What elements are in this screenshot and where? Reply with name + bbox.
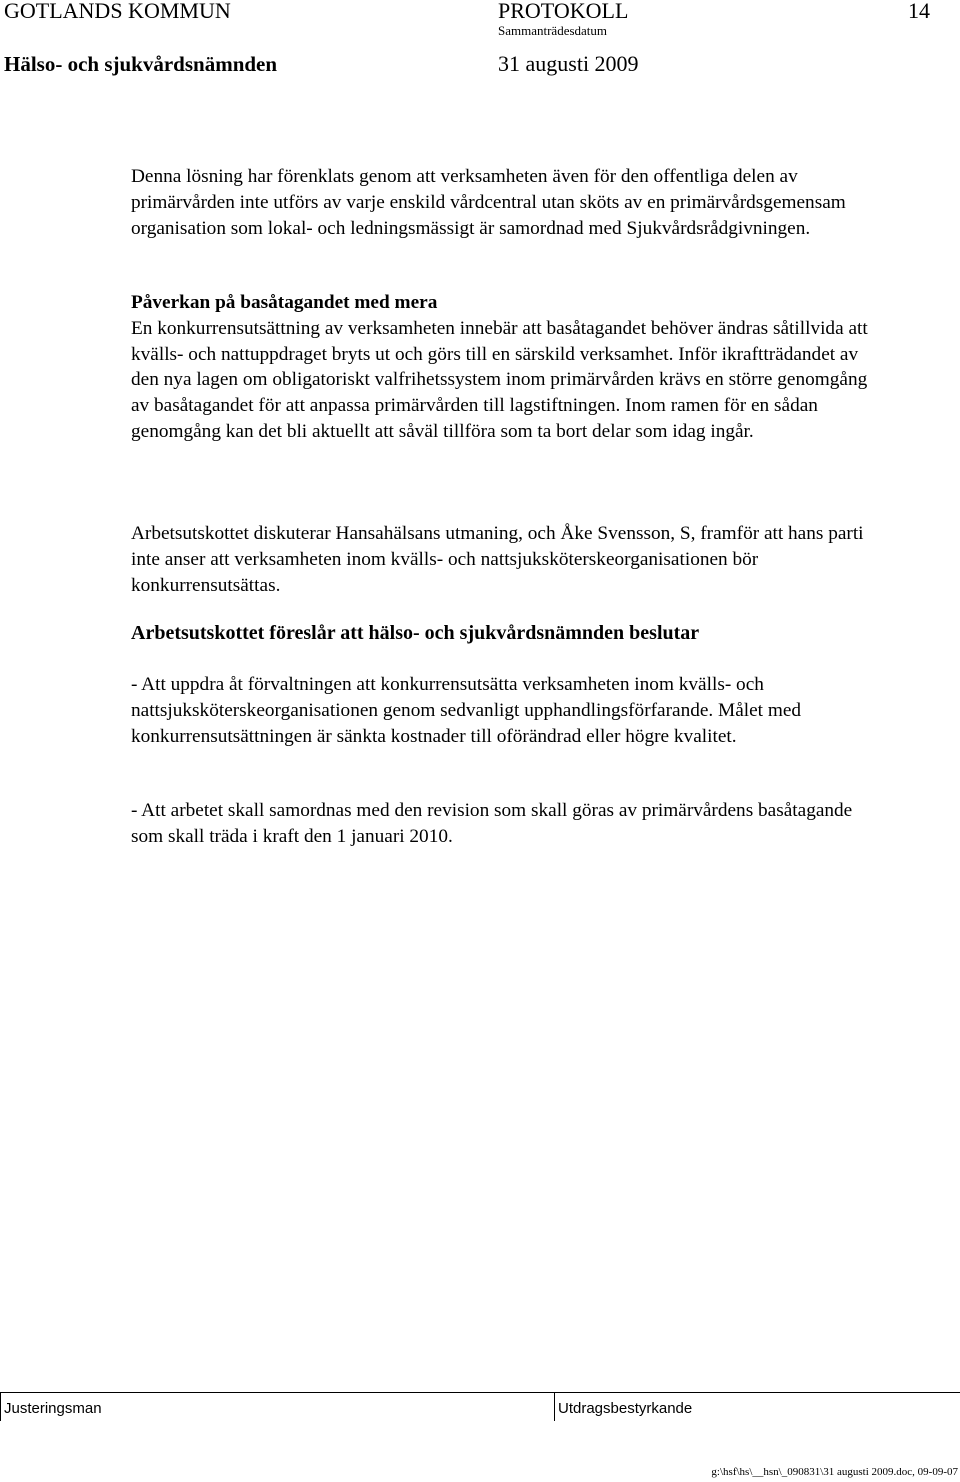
document-type: PROTOKOLL [498, 0, 629, 23]
proposal-text: - Att uppdra åt förvaltningen att konkurrensutsätta verksamheten inom kvälls- och nattsjuksköterskeorganisationen genom sedvanligt upphandlingsförfarande. Målet med konkurrensutsättningen är sänkta kostnader till oförändrad eller högre kvalitet. [131, 674, 802, 747]
proposal-heading: Arbetsutskottet föreslår att hälso- och sjukvårdsnämnden beslutar [131, 622, 700, 644]
paragraph-intro [131, 164, 871, 241]
footer-utdragsbestyrkande: Utdragsbestyrkande [558, 1400, 693, 1417]
paragraph-text: Arbetsutskottet diskuterar Hansahälsans utmaning, och Åke Svensson, S, framför att hans parti inte anser att verksamheten inom kvälls- och nattsjuksköterskeorganisationen bör konkurrensutsättas. [131, 523, 864, 596]
footer-left-border [0, 1392, 1, 1421]
proposal-heading-block [131, 621, 871, 647]
section-heading: Påverkan på basåtagandet med mera [131, 292, 438, 313]
org-name: GOTLANDS KOMMUN [4, 0, 231, 23]
file-path: g:\hsf\hs\__hsn\_090831\31 augusti 2009.doc, 09-09-07 [711, 1466, 958, 1478]
paragraph-text: Denna lösning har förenklats genom att verksamheten även för den offentliga delen av primärvården inte utförs av varje enskild vårdcentral utan sköts av en primärvårdsgemensam organisation som lokal- och ledningsmässigt är samordnad med Sjukvårdsrådgivningen. [131, 166, 846, 239]
footer-divider [0, 1392, 960, 1393]
date-label: Sammanträdesdatum [498, 23, 608, 38]
footer-middle-border [554, 1392, 555, 1421]
proposal-item-2 [131, 798, 871, 850]
section-basatagande [131, 290, 871, 445]
meeting-date: 31 augusti 2009 [498, 51, 639, 76]
committee-name: Hälso- och sjukvårdsnämnden [4, 52, 278, 76]
paragraph-text: En konkurrensutsättning av verksamheten innebär att basåtagandet behöver ändras såtillvida att kvälls- och nattuppdraget bryts ut och görs till en särskild verksamhet. Inför ikraftträdandet av den nya lagen om obligatoriskt valfrihetssystem inom primärvården krävs en större genomgång av basåtagandet för att anpassa primärvården till lagstiftningen. Inom ramen för en sådan genomgång kan det bli aktuellt att såväl tillföra som ta bort delar som idag ingår. [131, 317, 868, 442]
proposal-item-1 [131, 672, 871, 749]
footer-justeringsman: Justeringsman [4, 1400, 102, 1417]
page-number: 14 [908, 0, 930, 23]
proposal-text: - Att arbetet skall samordnas med den revision som skall göras av primärvårdens basåtagande som skall träda i kraft den 1 januari 2010. [131, 800, 853, 847]
paragraph-discussion [131, 521, 871, 598]
